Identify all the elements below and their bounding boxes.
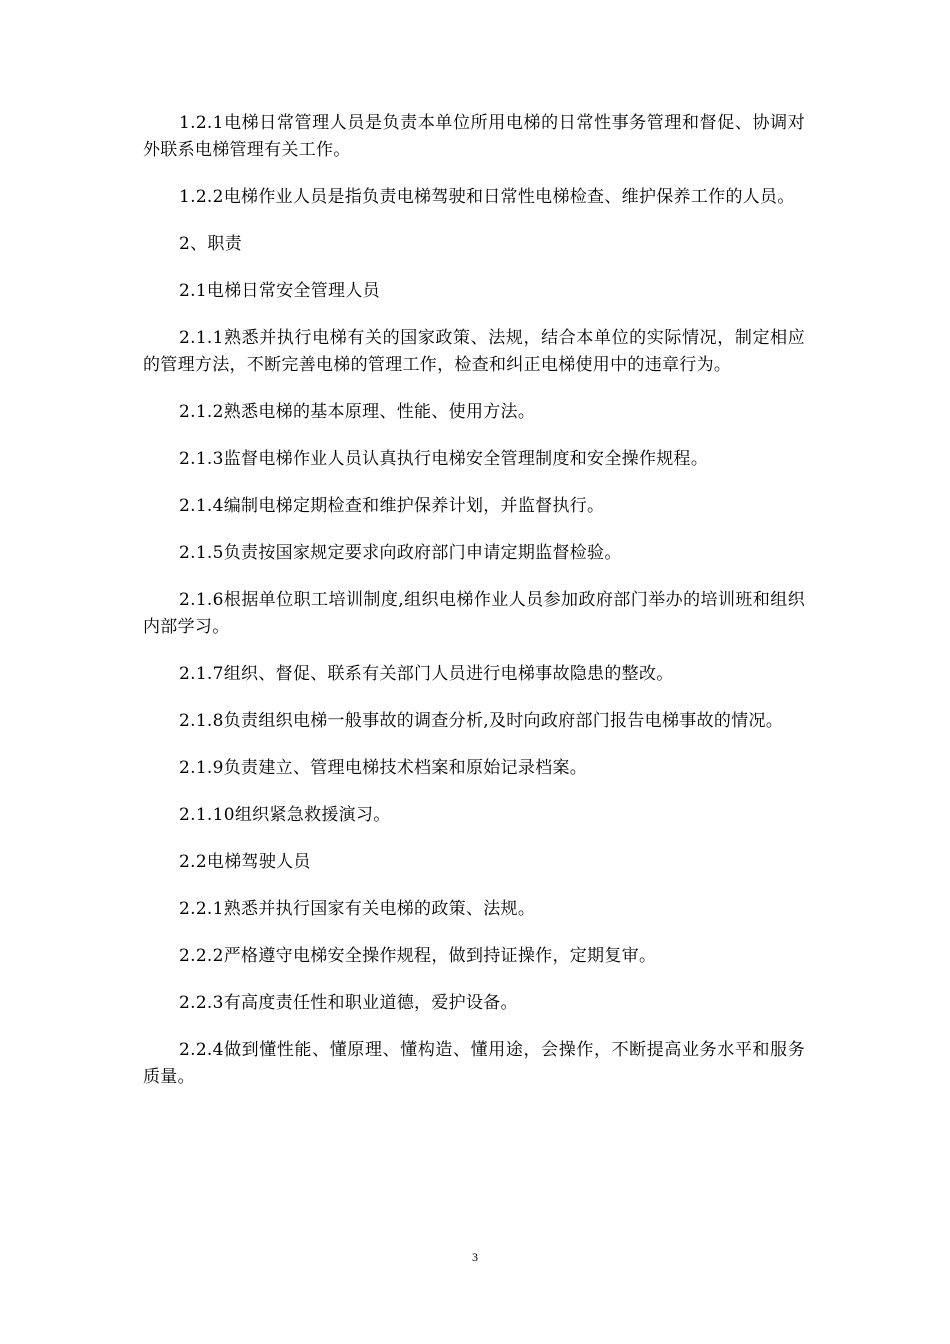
paragraph: 2.1.9负责建立、管理电梯技术档案和原始记录档案。 xyxy=(179,758,588,778)
paragraph: 2.2.2严格遵守电梯安全操作规程，做到持证操作，定期复审。 xyxy=(179,946,657,966)
paragraph: 2.1.8负责组织电梯一般事故的调查分析,及时向政府部门报告电梯事故的情况。 xyxy=(179,711,784,731)
paragraph: 2.2.1熟悉并执行国家有关电梯的政策、法规。 xyxy=(179,899,536,919)
paragraph: 1.2.2电梯作业人员是指负责电梯驾驶和日常性电梯检查、维护保养工作的人员。 xyxy=(179,187,795,207)
subsection-heading: 2.1电梯日常安全管理人员 xyxy=(179,281,380,301)
section-heading: 2、职责 xyxy=(179,234,243,254)
paragraph: 1.2.1电梯日常管理人员是负责本单位所用电梯的日常性事务管理和督促、协调对外联系电梯管理有关工作。 xyxy=(143,113,805,160)
paragraph: 2.1.10组织紧急救援演习。 xyxy=(179,805,391,825)
paragraph: 2.1.5负责按国家规定要求向政府部门申请定期监督检验。 xyxy=(179,543,622,563)
document-body xyxy=(143,110,805,1111)
paragraph: 2.2.4做到懂性能、懂原理、懂构造、懂用途，会操作，不断提高业务水平和服务质量。 xyxy=(143,1040,805,1087)
paragraph: 2.1.1熟悉并执行电梯有关的国家政策、法规，结合本单位的实际情况，制定相应的管理方法，不断完善电梯的管理工作，检查和纠正电梯使用中的违章行为。 xyxy=(143,328,805,375)
paragraph: 2.1.3监督电梯作业人员认真执行电梯安全管理制度和安全操作规程。 xyxy=(179,449,709,469)
page-number: 3 xyxy=(472,1250,478,1264)
paragraph: 2.1.4编制电梯定期检查和维护保养计划，并监督执行。 xyxy=(179,496,605,516)
paragraph: 2.2.3有高度责任性和职业道德，爱护设备。 xyxy=(179,993,518,1013)
paragraph: 2.1.7组织、督促、联系有关部门人员进行电梯事故隐患的整改。 xyxy=(179,664,674,684)
paragraph: 2.1.6根据单位职工培训制度,组织电梯作业人员参加政府部门举办的培训班和组织内部学习。 xyxy=(143,590,805,637)
paragraph: 2.1.2熟悉电梯的基本原理、性能、使用方法。 xyxy=(179,402,536,422)
subsection-heading: 2.2电梯驾驶人员 xyxy=(179,852,311,872)
